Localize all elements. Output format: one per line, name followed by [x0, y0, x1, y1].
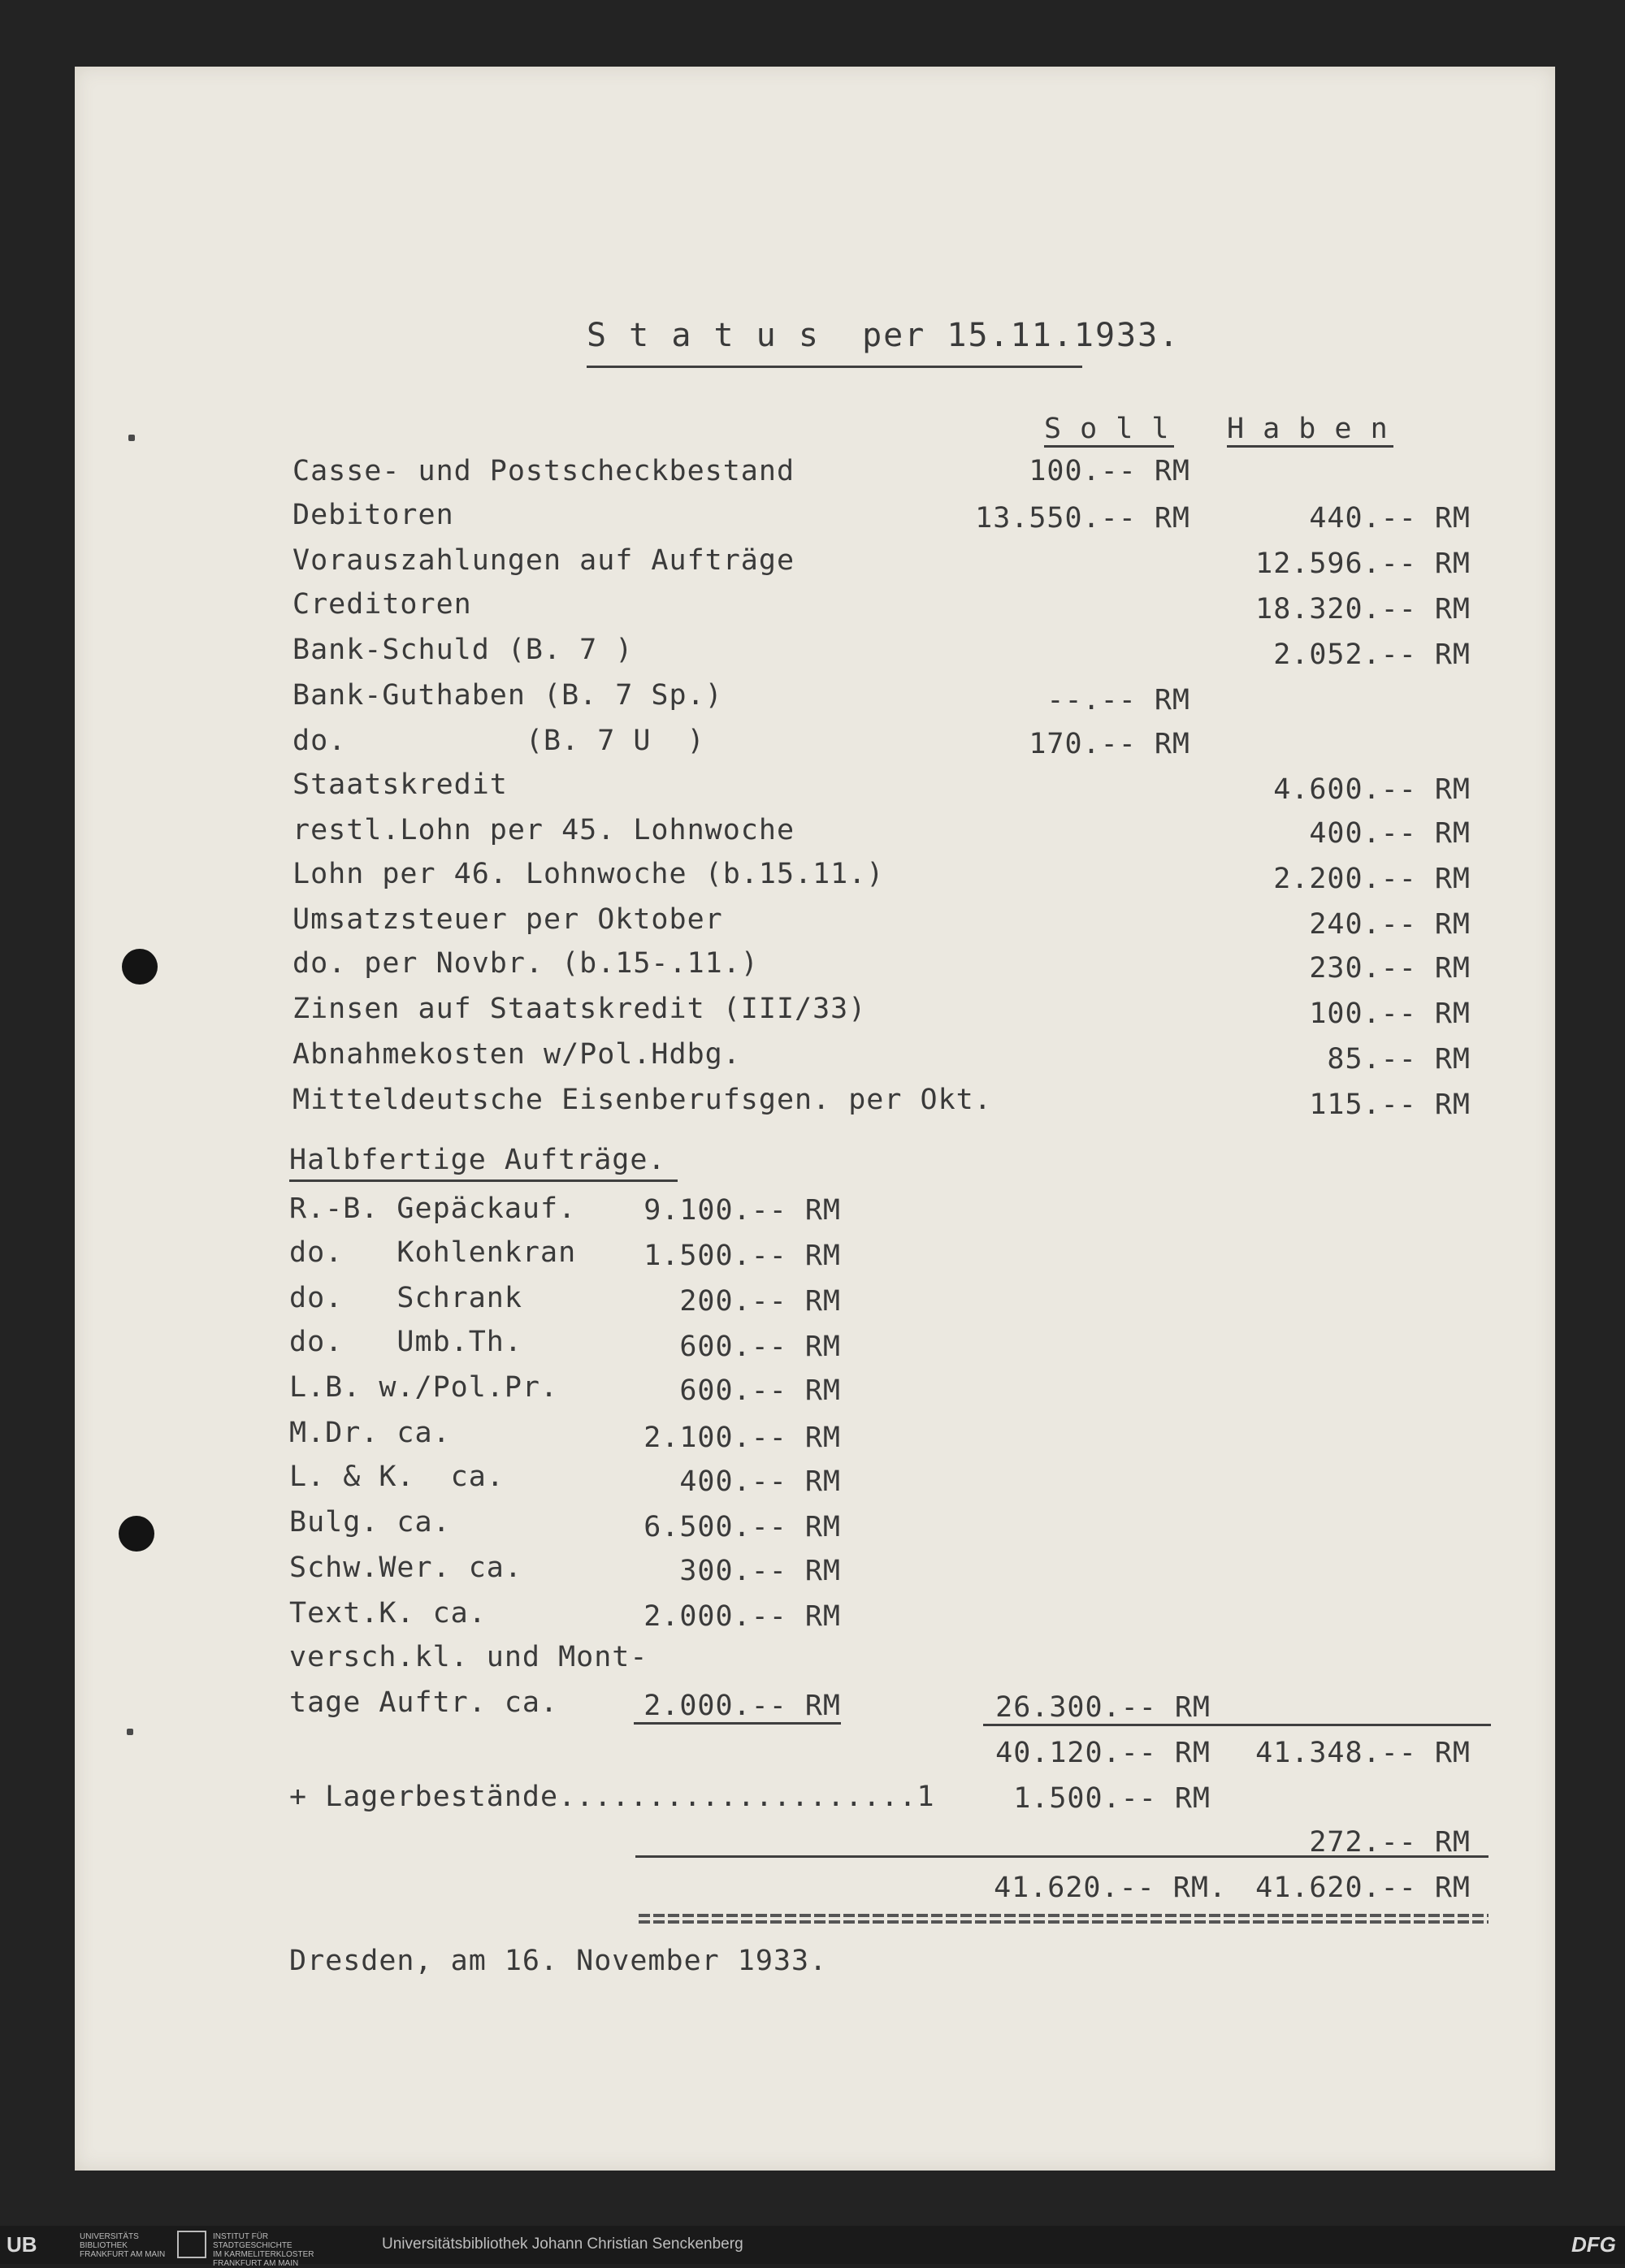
- order-label: do. Umb.Th.: [289, 1326, 522, 1358]
- order-label: Bulg. ca.: [289, 1506, 451, 1539]
- difference-haben: 272.-- RM: [1309, 1826, 1471, 1859]
- row-label: do. (B. 7 U ): [292, 725, 705, 757]
- order-label: L.B. w./Pol.Pr.: [289, 1371, 559, 1404]
- subtotal-soll: 40.120.-- RM: [995, 1737, 1211, 1769]
- order-label: Schw.Wer. ca.: [289, 1552, 522, 1584]
- row-label: Creditoren: [292, 588, 472, 621]
- row-haben: 85.-- RM: [1327, 1043, 1471, 1076]
- section-underline: [289, 1179, 678, 1182]
- row-label: Umsatzsteuer per Oktober: [292, 903, 723, 936]
- order-amount: 400.-- RM: [679, 1465, 841, 1498]
- order-label: M.Dr. ca.: [289, 1417, 451, 1449]
- row-haben: 2.052.-- RM: [1273, 638, 1471, 671]
- footer-bar: [0, 2226, 1625, 2268]
- row-label: restl.Lohn per 45. Lohnwoche: [292, 814, 795, 846]
- row-haben: 115.-- RM: [1309, 1089, 1471, 1121]
- lager-soll: 1.500.-- RM: [1013, 1782, 1211, 1815]
- total-haben: 41.620.-- RM: [1255, 1872, 1471, 1904]
- order-label: versch.kl. und Mont-: [289, 1641, 648, 1673]
- institute-logo-icon: [177, 2231, 206, 2258]
- institute-logo-text: INSTITUT FÜR STADTGESCHICHTE IM KARMELITERKLOSTER FRANKFURT AM MAIN: [213, 2232, 314, 2268]
- orders-total: 26.300.-- RM: [995, 1691, 1211, 1724]
- row-label: Vorauszahlungen auf Aufträge: [292, 544, 795, 577]
- margin-mark: [128, 435, 135, 441]
- order-amount: 9.100.-- RM: [644, 1194, 841, 1227]
- row-haben: 400.-- RM: [1309, 817, 1471, 850]
- order-amount: 6.500.-- RM: [644, 1511, 841, 1543]
- total-double-rule: [639, 1914, 1488, 1917]
- row-label: Zinsen auf Staatskredit (III/33): [292, 993, 867, 1025]
- lager-label: + Lagerbestände....................1: [289, 1781, 935, 1813]
- soll-haben-rule: [983, 1724, 1491, 1726]
- row-label: Lohn per 46. Lohnwoche (b.15.11.): [292, 858, 885, 890]
- order-amount: 2.100.-- RM: [644, 1422, 841, 1454]
- row-label: Bank-Schuld (B. 7 ): [292, 634, 634, 666]
- row-label: Debitoren: [292, 499, 454, 531]
- punch-hole-top: [122, 949, 158, 985]
- soll-underline: [1044, 445, 1174, 448]
- row-label: Casse- und Postscheckbestand: [292, 455, 795, 487]
- document-title: S t a t u s per 15.11.1933.: [587, 317, 1181, 354]
- total-double-rule: [639, 1920, 1488, 1924]
- row-label: Bank-Guthaben (B. 7 Sp.): [292, 679, 723, 712]
- row-haben: 18.320.-- RM: [1255, 593, 1471, 625]
- subtotal-haben: 41.348.-- RM: [1255, 1737, 1471, 1769]
- column-header-haben: H a b e n: [1227, 413, 1389, 445]
- order-label: tage Auftr. ca.: [289, 1686, 559, 1719]
- order-label: L. & K. ca.: [289, 1461, 505, 1493]
- order-amount: 600.-- RM: [679, 1374, 841, 1407]
- row-haben: 2.200.-- RM: [1273, 863, 1471, 895]
- row-label: Abnahmekosten w/Pol.Hdbg.: [292, 1038, 741, 1071]
- order-amount: 200.-- RM: [679, 1285, 841, 1318]
- row-haben: 230.-- RM: [1309, 952, 1471, 985]
- row-haben: 440.-- RM: [1309, 502, 1471, 535]
- orders-rule: [634, 1722, 841, 1725]
- order-amount: 2.000.-- RM: [644, 1600, 841, 1633]
- margin-mark: [127, 1729, 133, 1735]
- library-name: Universitätsbibliothek Johann Christian Senckenberg: [382, 2236, 743, 2253]
- row-label: do. per Novbr. (b.15-.11.): [292, 947, 759, 980]
- row-haben: 12.596.-- RM: [1255, 548, 1471, 580]
- punch-hole-bottom: [119, 1516, 154, 1552]
- row-haben: 4.600.-- RM: [1273, 773, 1471, 806]
- order-label: do. Schrank: [289, 1282, 522, 1314]
- row-haben: 240.-- RM: [1309, 908, 1471, 941]
- order-label: Text.K. ca.: [289, 1597, 487, 1630]
- section-title: Halbfertige Aufträge.: [289, 1144, 666, 1176]
- total-soll: 41.620.-- RM.: [994, 1872, 1227, 1904]
- place-date: Dresden, am 16. November 1933.: [289, 1945, 828, 1977]
- title-underline: [587, 366, 1082, 368]
- row-soll: 100.-- RM: [1029, 455, 1190, 487]
- row-label: Staatskredit: [292, 768, 508, 801]
- row-soll: 170.-- RM: [1029, 728, 1190, 760]
- ub-logo: UB: [6, 2232, 37, 2257]
- order-amount: 600.-- RM: [679, 1331, 841, 1363]
- row-haben: 100.-- RM: [1309, 998, 1471, 1030]
- row-soll: 13.550.-- RM: [975, 502, 1190, 535]
- order-label: R.-B. Gepäckauf.: [289, 1192, 577, 1225]
- order-label: do. Kohlenkran: [289, 1236, 577, 1269]
- order-amount: 300.-- RM: [679, 1555, 841, 1587]
- order-amount: 1.500.-- RM: [644, 1240, 841, 1272]
- haben-underline: [1227, 445, 1393, 448]
- dfg-logo: DFG: [1571, 2232, 1616, 2257]
- column-header-soll: S o l l: [1044, 413, 1170, 445]
- row-soll: --.-- RM: [1046, 684, 1190, 716]
- row-label: Mitteldeutsche Eisenberufsgen. per Okt.: [292, 1084, 992, 1116]
- ub-logo-text: UNIVERSITÄTS BIBLIOTHEK FRANKFURT AM MAIN: [80, 2232, 166, 2259]
- order-amount: 2.000.-- RM: [644, 1690, 841, 1722]
